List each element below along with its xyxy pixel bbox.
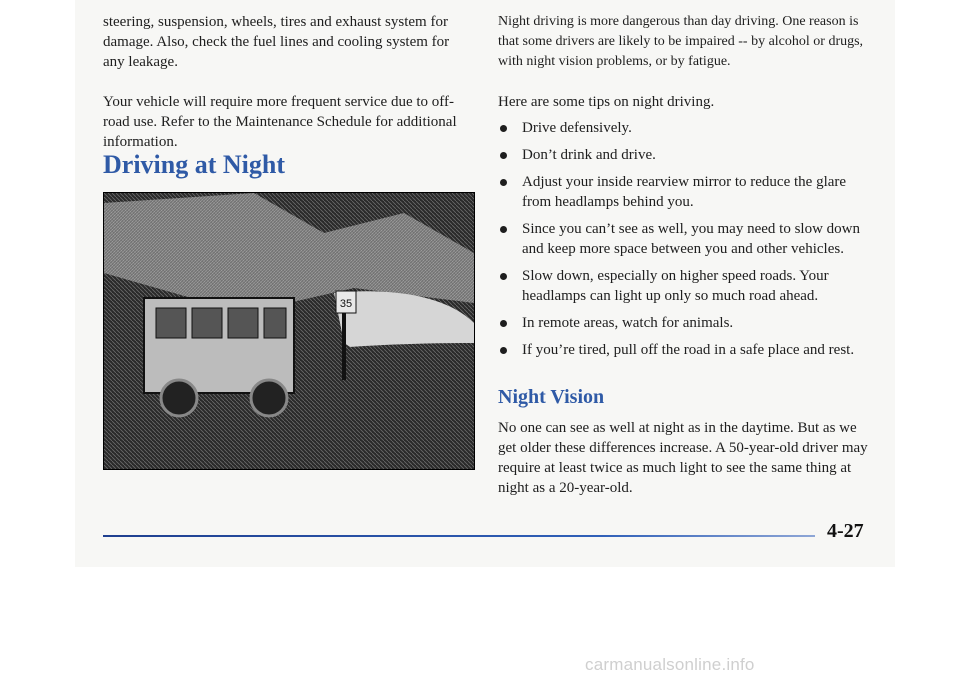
- bullet-icon: [500, 320, 507, 327]
- night-vision-heading: Night Vision: [498, 386, 605, 408]
- intro-paragraph: steering, suspension, wheels, tires and exhaust system for damage. Also, check the fuel lines and cooling system for any leakage.: [103, 14, 450, 70]
- bullet-icon: [500, 347, 507, 354]
- illustration-svg: [104, 193, 474, 469]
- bullet-icon: [500, 152, 507, 159]
- night-driving-illustration: [103, 192, 475, 470]
- speed-limit-text: 35: [339, 298, 353, 310]
- tips-intro: Here are some tips on night driving.: [498, 94, 715, 110]
- list-item: Adjust your inside rearview mirror to reduce the glare from headlamps behind you.: [498, 172, 878, 212]
- list-item: Slow down, especially on higher speed roads. Your headlamps can light up only so much road ahead.: [498, 266, 878, 306]
- manual-page: [75, 0, 895, 567]
- tips-list: [498, 118, 878, 367]
- footer-rule: [103, 535, 815, 537]
- watermark-text: carmanualsonline.info: [585, 655, 755, 674]
- section-heading: Driving at Night: [103, 150, 285, 179]
- list-item: If you’re tired, pull off the road in a safe place and rest.: [498, 340, 878, 360]
- bullet-icon: [500, 273, 507, 280]
- page-number: 4-27: [827, 520, 864, 542]
- list-item: Drive defensively.: [498, 118, 878, 138]
- list-item: In remote areas, watch for animals.: [498, 313, 878, 333]
- list-item: Since you can’t see as well, you may need to slow down and keep more space between you and other vehicles.: [498, 219, 878, 259]
- off-road-paragraph: Your vehicle will require more frequent service due to off-road use. Refer to the Maintenance Schedule for additional information.: [103, 94, 457, 150]
- list-item: Don’t drink and drive.: [498, 145, 878, 165]
- bullet-icon: [500, 125, 507, 132]
- bullet-icon: [500, 226, 507, 233]
- night-danger-paragraph: Night driving is more dangerous than day driving. One reason is that some drivers are likely to be impaired -- by alcohol or drugs, with night vision problems, or by fatigue.: [498, 14, 864, 69]
- night-vision-paragraph: No one can see as well at night as in the daytime. But as we get older these differences increase. A 50-year-old driver may require at least twice as much light to see the same thing at night as a 20-year-old.: [498, 420, 868, 496]
- bullet-icon: [500, 179, 507, 186]
